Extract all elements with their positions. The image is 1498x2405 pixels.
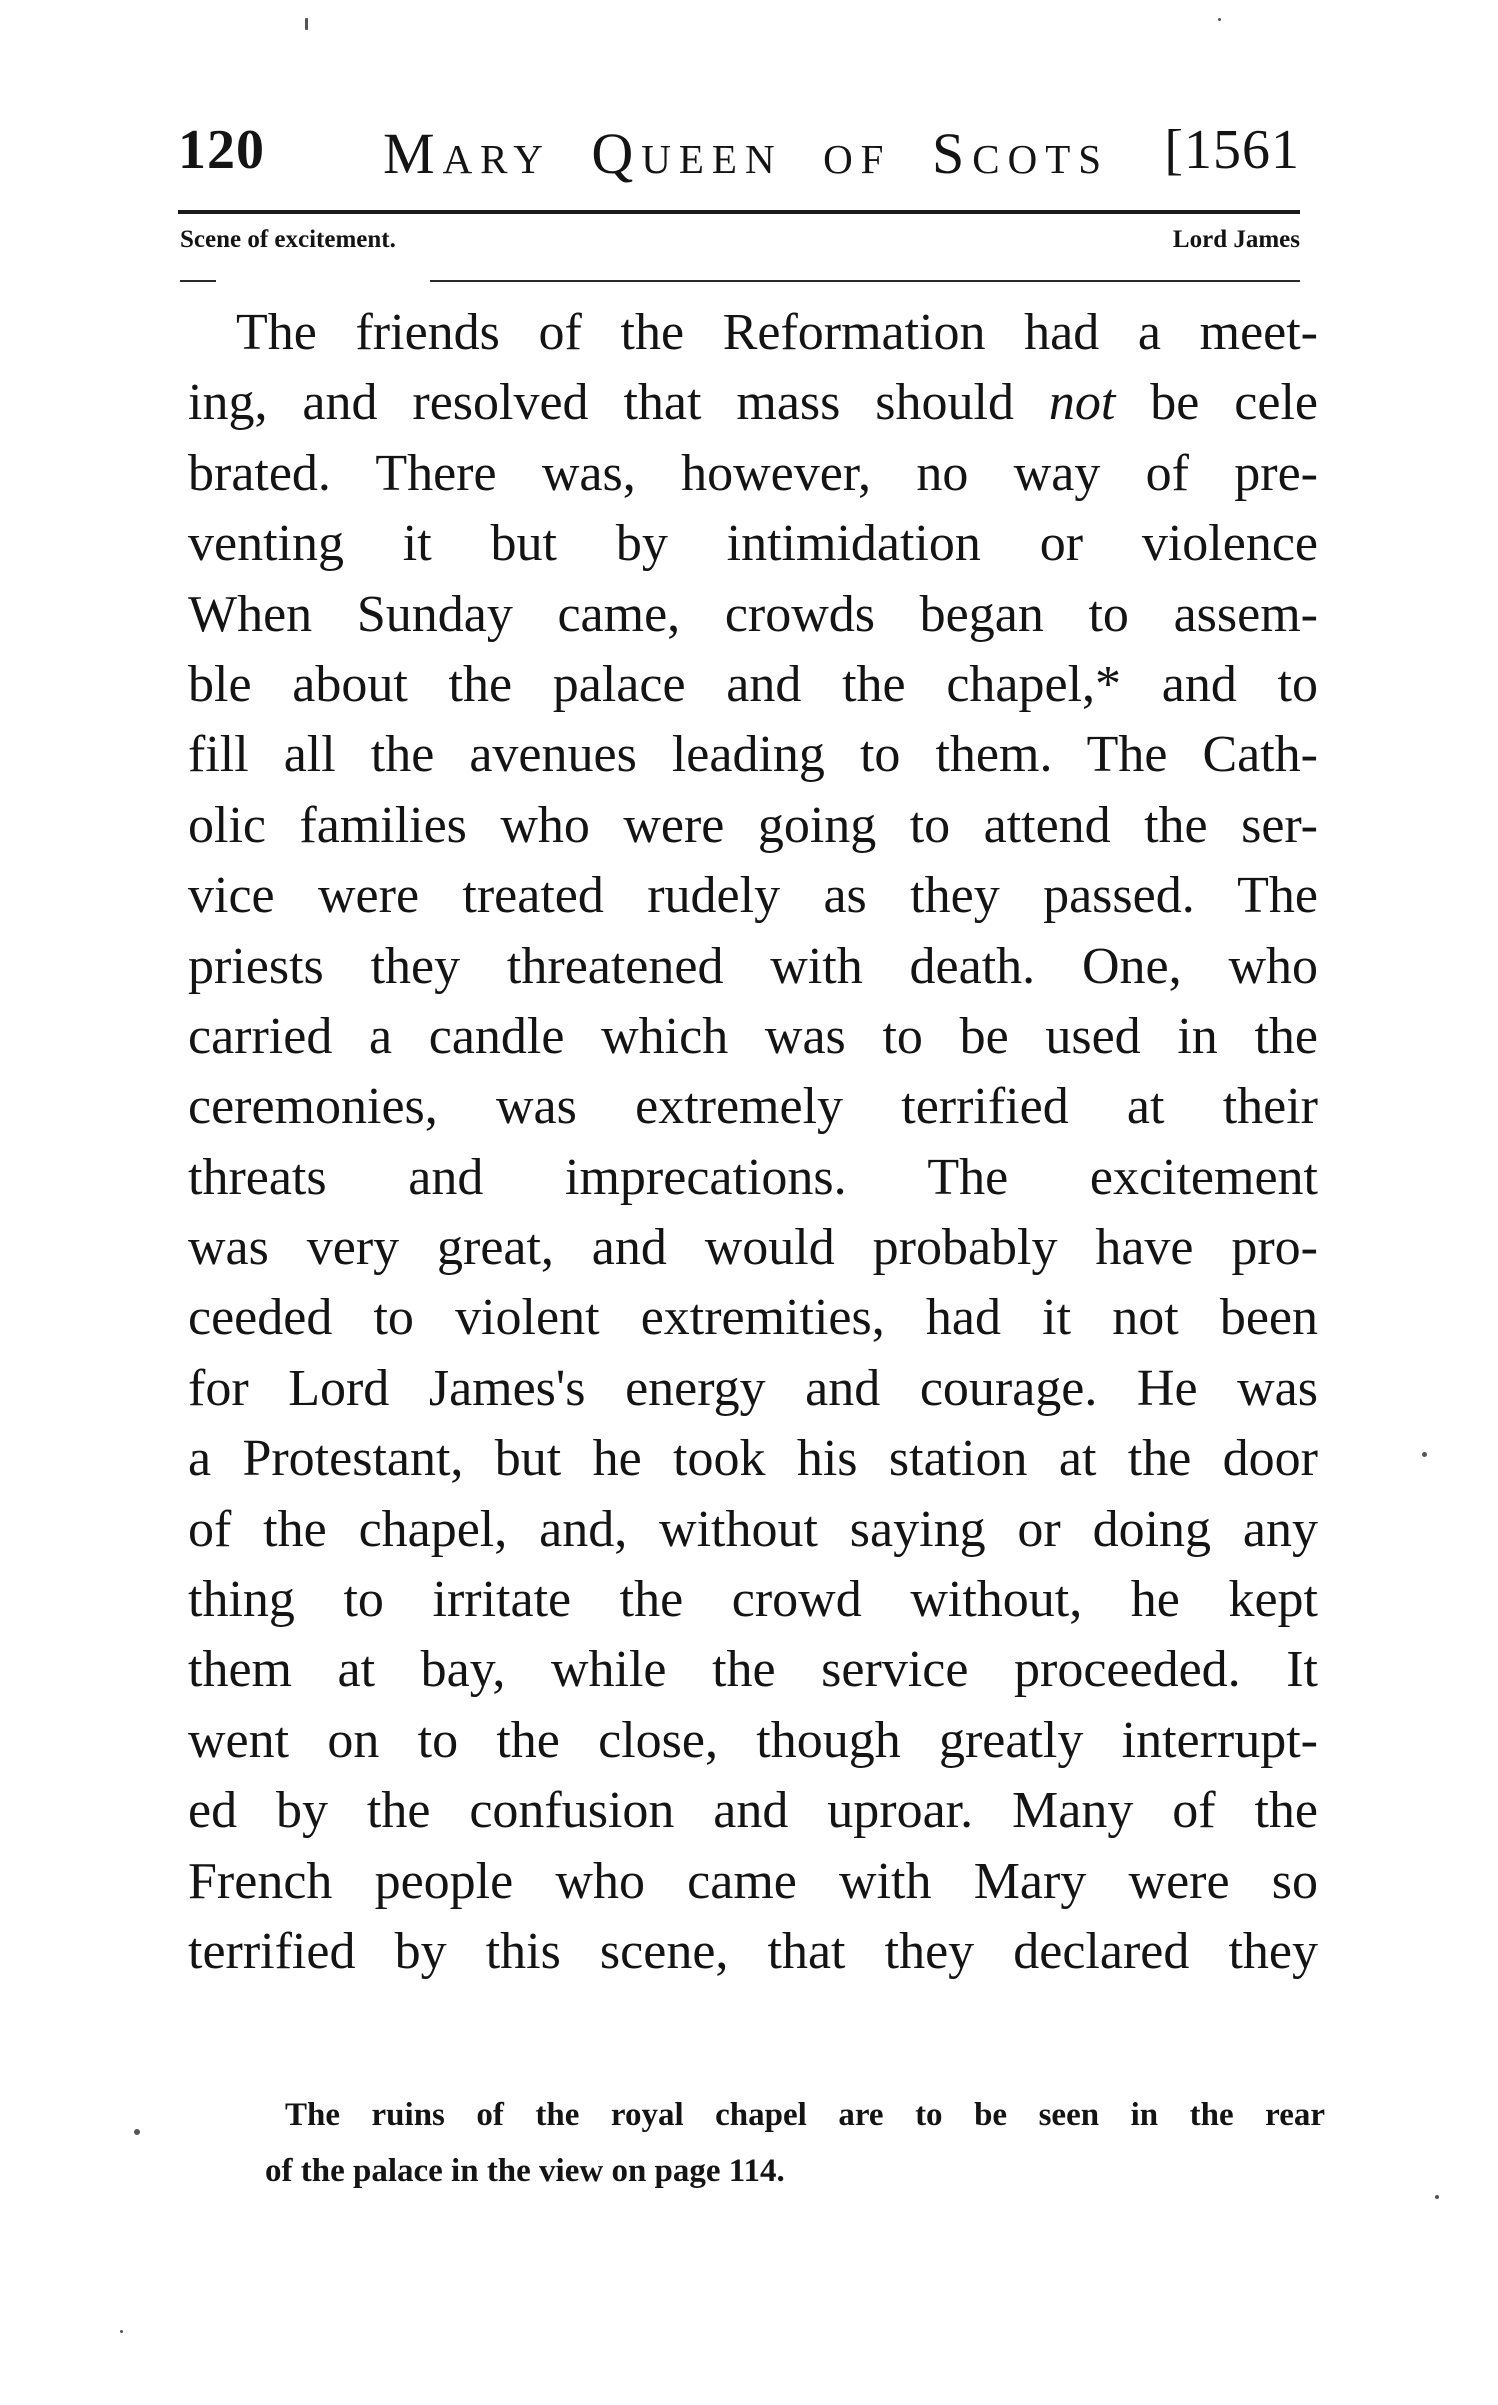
text-line: ble about the palace and the chapel,* and to [188, 655, 1318, 713]
footnote-line: The ruins of the royal chapel are to be seen in the rear [285, 2097, 1325, 2133]
scan-speck [134, 2129, 140, 2135]
text-line: them at bay, while the service proceeded. It [188, 1641, 1318, 1699]
page-number: 120 [178, 119, 265, 181]
italic-emphasis: not [1048, 374, 1116, 432]
side-note-rule-left [180, 280, 216, 282]
text-line: carried a candle which was to be used in the [188, 1007, 1318, 1065]
text-line: olic families who were going to attend the ser- [188, 796, 1318, 854]
text-line: The friends of the Reformation had a meet- [236, 304, 1318, 361]
running-year: [1561 [1164, 119, 1300, 181]
text-line: threats and imprecations. The excitement [188, 1148, 1318, 1206]
running-header [178, 118, 1300, 198]
text-line: When Sunday came, crowds began to assem- [188, 585, 1318, 643]
text-line: brated. There was, however, no way of pre- [188, 444, 1318, 502]
text-line: ed by the confusion and uproar. Many of the [188, 1782, 1318, 1840]
side-note-left: Scene of excitement. [180, 226, 396, 253]
text-line: terrified by this scene, that they declared they [188, 1922, 1318, 1980]
scan-speck [120, 2330, 123, 2333]
text-line: a Protestant, but he took his station at the door [188, 1430, 1318, 1488]
scan-speck [1435, 2195, 1439, 2199]
running-title: Mary Queen of Scots [383, 121, 1110, 186]
text-line: fill all the avenues leading to them. The Cath- [188, 726, 1318, 784]
body-text [188, 298, 1318, 1987]
text-line: was very great, and would probably have pro- [188, 1219, 1318, 1277]
footnote [265, 2087, 1325, 2199]
text-line: of the chapel, and, without saying or doing any [188, 1500, 1318, 1558]
scan-speck [1218, 18, 1221, 21]
text-line: went on to the close, though greatly interrupt- [188, 1711, 1318, 1769]
scan-speck [1422, 1452, 1427, 1457]
side-note-rule [430, 280, 1300, 282]
text-line: thing to irritate the crowd without, he kept [188, 1571, 1318, 1629]
text-line-with-italic: ing, and resolved that mass should not be cele [188, 374, 1318, 432]
text-line: venting it but by intimidation or violence [188, 515, 1318, 573]
footnote-line: of the palace in the view on page 114. [265, 2153, 785, 2189]
header-rule [178, 210, 1300, 214]
text-line: French people who came with Mary were so [188, 1852, 1318, 1910]
side-note-right: Lord James [1172, 226, 1300, 253]
text-line: for Lord James's energy and courage. He was [188, 1359, 1318, 1417]
scan-speck [305, 18, 308, 30]
text-line: vice were treated rudely as they passed. The [188, 867, 1318, 925]
text-line: priests they threatened with death. One, who [188, 937, 1318, 995]
text-line: ceremonies, was extremely terrified at their [188, 1078, 1318, 1136]
text-line: ceeded to violent extremities, had it not been [188, 1289, 1318, 1347]
